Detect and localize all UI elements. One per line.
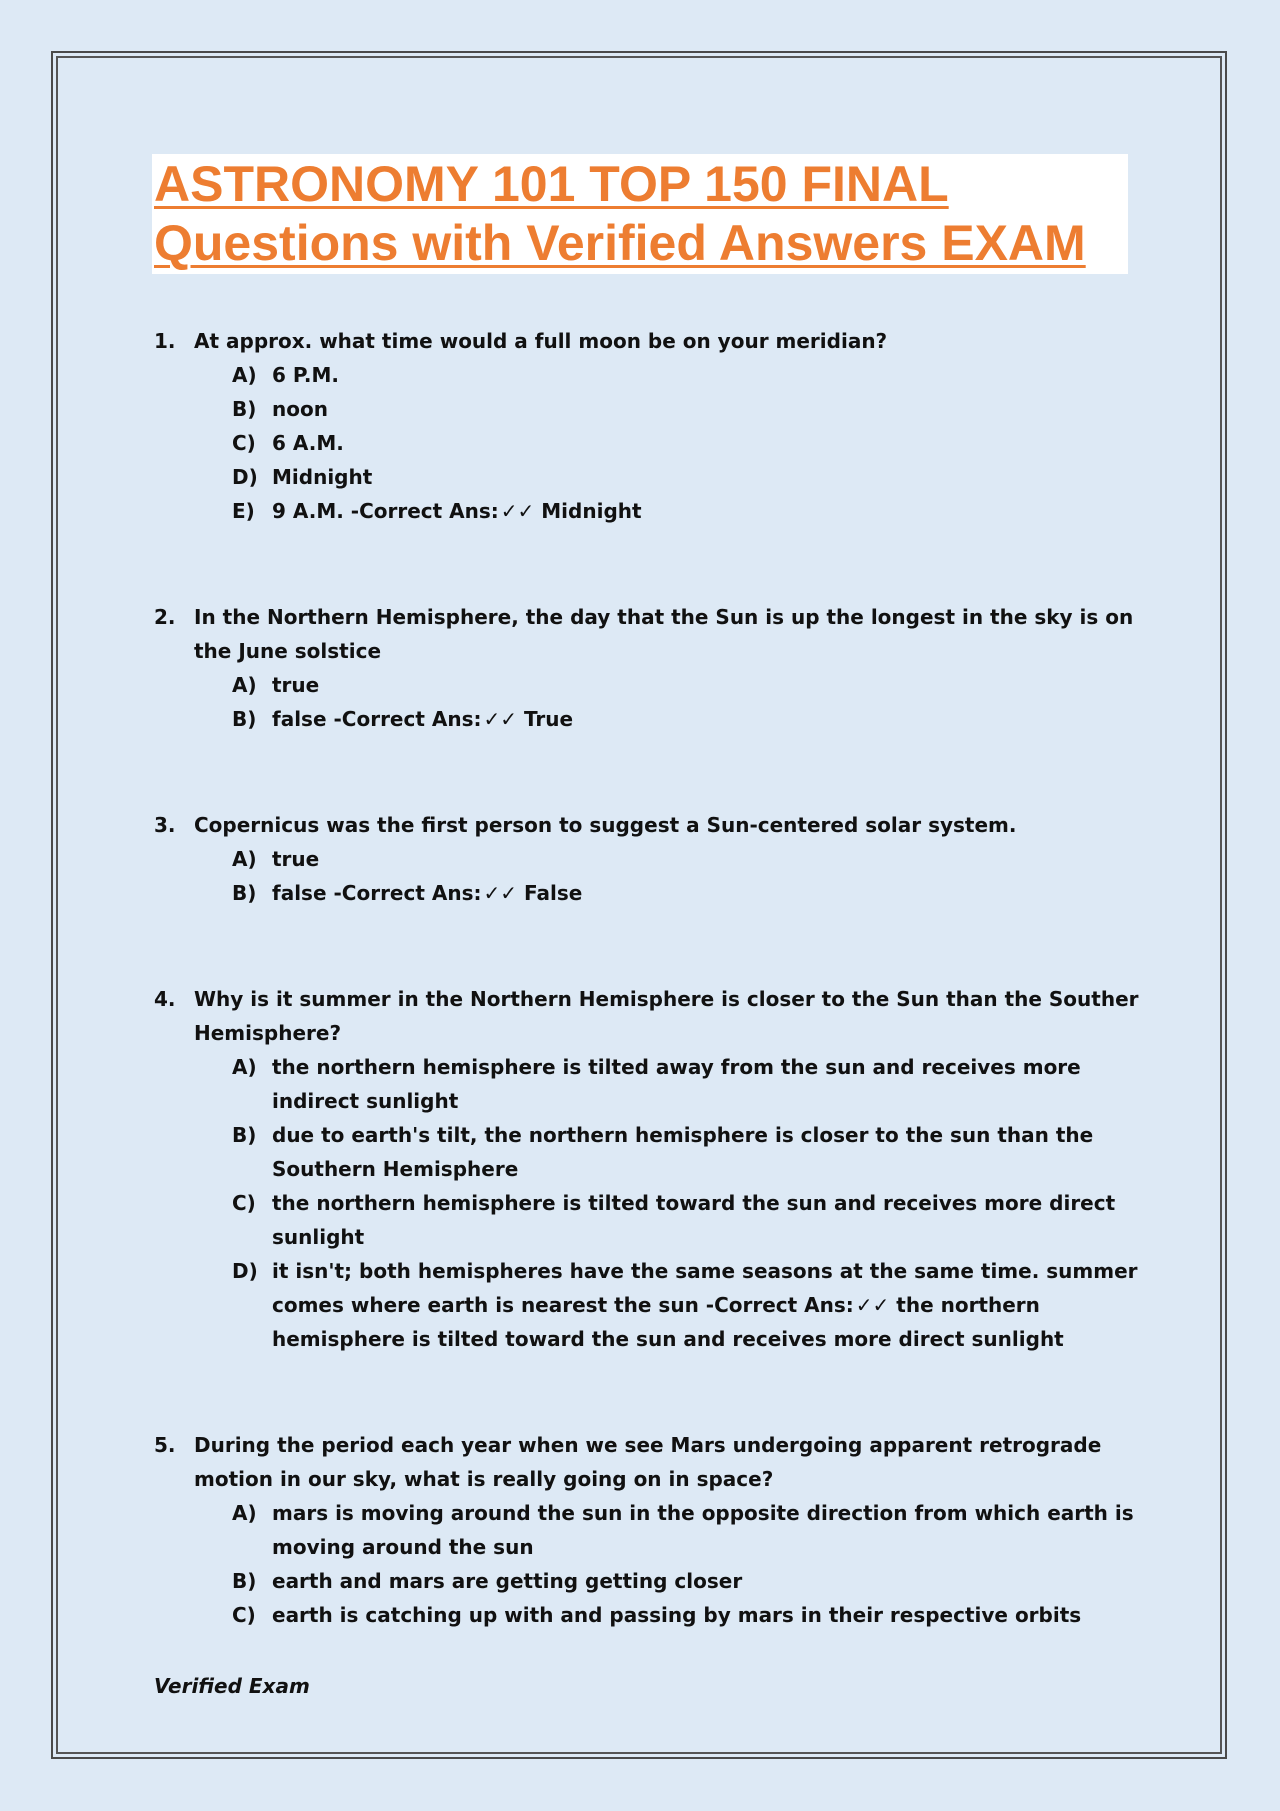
question-text: Copernicus was the first person to suggest a Sun-centered solar system. [194, 813, 1017, 837]
question-3 [154, 808, 1139, 910]
question-text: Why is it summer in the Northern Hemisphere is closer to the Sun than the Souther Hemisphere? [194, 987, 1139, 1045]
option-c: C) earth is catching up with and passing by mars in their respective orbits [232, 1603, 1082, 1627]
option-a: A) mars is moving around the sun in the opposite direction from which earth is moving around the sun [232, 1501, 1134, 1559]
option-b: B) earth and mars are getting getting closer [232, 1569, 743, 1593]
option-a: A) true [232, 847, 320, 871]
question-text: At approx. what time would a full moon be on your meridian? [194, 329, 888, 353]
correct-answer: the northern hemisphere is tilted toward the sun and receives more direct sunlight [272, 1293, 1064, 1351]
question-5 [154, 1428, 1139, 1632]
option-c: C) the northern hemisphere is tilted toward the sun and receives more direct sunlight [232, 1191, 1116, 1249]
question-text: During the period each year when we see Mars undergoing apparent retrograde motion in our sky, what is really going on in space? [194, 1433, 1102, 1491]
option-d: D) Midnight [232, 465, 373, 489]
question-number: 4. [154, 987, 176, 1011]
question-1 [154, 324, 1139, 528]
correct-answer: True [523, 707, 574, 731]
question-2 [154, 600, 1139, 736]
question-number: 3. [154, 813, 176, 837]
option-a: A) the northern hemisphere is tilted away from the sun and receives more indirect sunlight [232, 1055, 1081, 1113]
option-d: D) it isn't; both hemispheres have the same seasons at the same time. summer comes where earth is nearest the sun -Correct Ans: ✓✓ the northern hemisphere is tilted toward the sun and receives more direct sunlight [232, 1259, 1138, 1351]
option-e: E) 9 A.M. -Correct Ans: ✓✓ Midnight [232, 499, 642, 523]
document-title-line-1: ASTRONOMY 101 TOP 150 FINAL [154, 156, 949, 212]
check-icon: ✓✓ [855, 1293, 890, 1317]
correct-answer: False [523, 881, 583, 905]
option-a: A) true [232, 673, 320, 697]
option-b: B) due to earth's tilt, the northern hemisphere is closer to the sun than the Southern Hemisphere [232, 1123, 1094, 1181]
option-c: C) 6 A.M. [232, 431, 344, 455]
document-title-line-2: Questions with Verified Answers EXAM [154, 215, 1086, 271]
question-number: 5. [154, 1433, 176, 1457]
footer-label: Verified Exam [154, 1674, 310, 1698]
question-number: 1. [154, 329, 176, 353]
question-text: In the Northern Hemisphere, the day that the Sun is up the longest in the sky is on the June solstice [194, 605, 1134, 663]
option-b: B) noon [232, 397, 328, 421]
option-b: B) false -Correct Ans: ✓✓ True [232, 707, 574, 731]
question-4 [154, 982, 1139, 1356]
option-b: B) false -Correct Ans: ✓✓ False [232, 881, 583, 905]
check-icon: ✓✓ [500, 499, 535, 523]
check-icon: ✓✓ [483, 707, 518, 731]
correct-answer: Midnight [541, 499, 642, 523]
question-number: 2. [154, 605, 176, 629]
check-icon: ✓✓ [483, 881, 518, 905]
option-a: A) 6 P.M. [232, 363, 339, 387]
